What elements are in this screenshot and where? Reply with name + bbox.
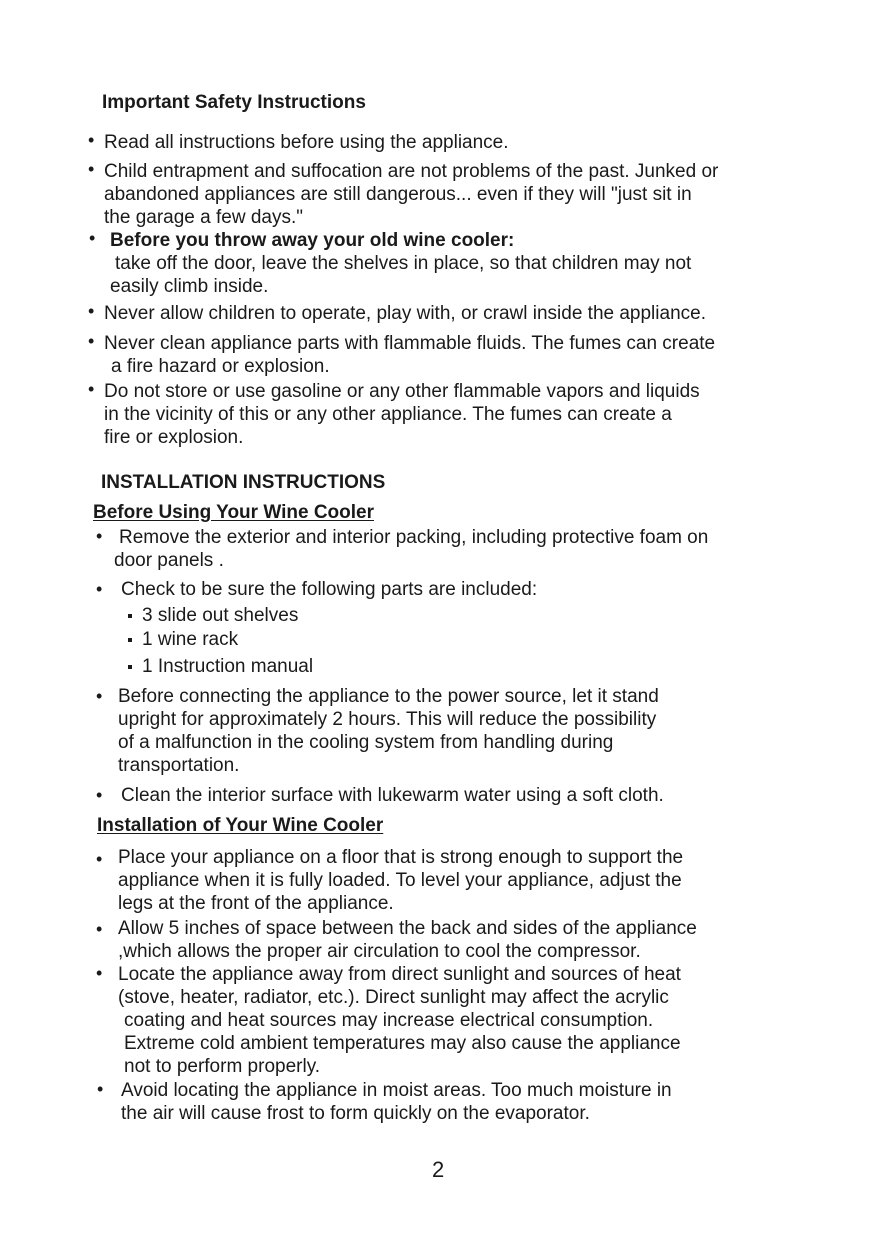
before-item-2-line-1: Check to be sure the following parts are included: bbox=[121, 579, 538, 600]
bullet-icon: • bbox=[89, 228, 96, 248]
safety-item-6-line-3: fire or explosion. bbox=[104, 427, 244, 448]
safety-title: Important Safety Instructions bbox=[102, 92, 366, 113]
before-item-3-line-1: Before connecting the appliance to the power source, let it stand bbox=[118, 686, 659, 707]
install-item-3-line-3: coating and heat sources may increase electrical consumption. bbox=[124, 1010, 654, 1031]
before-item-4-line-1: Clean the interior surface with lukewarm water using a soft cloth. bbox=[121, 785, 664, 806]
before-item-3-line-4: transportation. bbox=[118, 755, 240, 776]
install-item-1-line-3: legs at the front of the appliance. bbox=[118, 893, 394, 914]
install-item-2-line-2: ,which allows the proper air circulation to cool the compressor. bbox=[118, 941, 641, 962]
bullet-icon: • bbox=[96, 919, 103, 939]
safety-item-2-line-3: the garage a few days." bbox=[104, 207, 303, 228]
bullet-icon: • bbox=[96, 785, 103, 805]
before-item-3-line-2: upright for approximately 2 hours. This will reduce the possibility bbox=[118, 709, 657, 730]
before-item-1-line-2: door panels . bbox=[114, 550, 224, 571]
bullet-icon: • bbox=[88, 159, 95, 179]
safety-item-6-line-2: in the vicinity of this or any other appliance. The fumes can create a bbox=[104, 404, 672, 425]
safety-item-4-line-1: Never allow children to operate, play with, or crawl inside the appliance. bbox=[104, 303, 706, 324]
square-bullet-icon bbox=[128, 638, 132, 642]
install-item-4-line-1: Avoid locating the appliance in moist areas. Too much moisture in bbox=[121, 1080, 672, 1101]
install-item-1-line-2: appliance when it is fully loaded. To level your appliance, adjust the bbox=[118, 870, 682, 891]
safety-item-3-line-2: easily climb inside. bbox=[110, 276, 269, 297]
safety-item-5-line-1: Never clean appliance parts with flammable fluids. The fumes can create bbox=[104, 333, 716, 354]
safety-item-2-line-2: abandoned appliances are still dangerous... even if they will "just sit in bbox=[104, 184, 692, 205]
parts-item: 1 wine rack bbox=[142, 629, 239, 650]
install-item-3-line-5: not to perform properly. bbox=[124, 1056, 321, 1077]
installation-of-title: Installation of Your Wine Cooler bbox=[97, 815, 384, 836]
safety-item-2-line-1: Child entrapment and suffocation are not problems of the past. Junked or bbox=[104, 161, 719, 182]
safety-item-3-line-1: take off the door, leave the shelves in place, so that children may not bbox=[115, 253, 692, 274]
before-using-title: Before Using Your Wine Cooler bbox=[93, 502, 374, 523]
bullet-icon: • bbox=[88, 331, 95, 351]
bullet-icon: • bbox=[96, 579, 103, 599]
safety-item-1-line-1: Read all instructions before using the appliance. bbox=[104, 132, 509, 153]
safety-item-3-heading: Before you throw away your old wine cooler: bbox=[110, 230, 515, 251]
install-item-1-line-1: Place your appliance on a floor that is strong enough to support the bbox=[118, 847, 684, 868]
parts-item: 1 Instruction manual bbox=[142, 656, 314, 677]
square-bullet-icon bbox=[128, 614, 132, 618]
before-item-3-line-3: of a malfunction in the cooling system from handling during bbox=[118, 732, 614, 753]
page-number: 2 bbox=[432, 1157, 445, 1182]
safety-item-5-line-2: a fire hazard or explosion. bbox=[111, 356, 330, 377]
bullet-icon: • bbox=[96, 963, 103, 983]
install-item-3-line-4: Extreme cold ambient temperatures may also cause the appliance bbox=[124, 1033, 681, 1054]
bullet-icon: • bbox=[96, 686, 103, 706]
bullet-icon: • bbox=[88, 301, 95, 321]
bullet-icon: • bbox=[96, 526, 103, 546]
installation-title: INSTALLATION INSTRUCTIONS bbox=[101, 472, 386, 493]
bullet-icon: • bbox=[88, 379, 95, 399]
bullet-icon: • bbox=[97, 1079, 104, 1099]
safety-item-6-line-1: Do not store or use gasoline or any other flammable vapors and liquids bbox=[104, 381, 700, 402]
install-item-2-line-1: Allow 5 inches of space between the back and sides of the appliance bbox=[118, 918, 697, 939]
install-item-3-line-2: (stove, heater, radiator, etc.). Direct sunlight may affect the acrylic bbox=[118, 987, 669, 1008]
bullet-icon: • bbox=[96, 849, 103, 869]
install-item-4-line-2: the air will cause frost to form quickly on the evaporator. bbox=[121, 1103, 590, 1124]
parts-item: 3 slide out shelves bbox=[142, 605, 299, 626]
square-bullet-icon bbox=[128, 665, 132, 669]
before-item-1-line-1: Remove the exterior and interior packing, including protective foam on bbox=[119, 527, 709, 548]
install-item-3-line-1: Locate the appliance away from direct sunlight and sources of heat bbox=[118, 964, 681, 985]
bullet-icon: • bbox=[88, 130, 95, 150]
